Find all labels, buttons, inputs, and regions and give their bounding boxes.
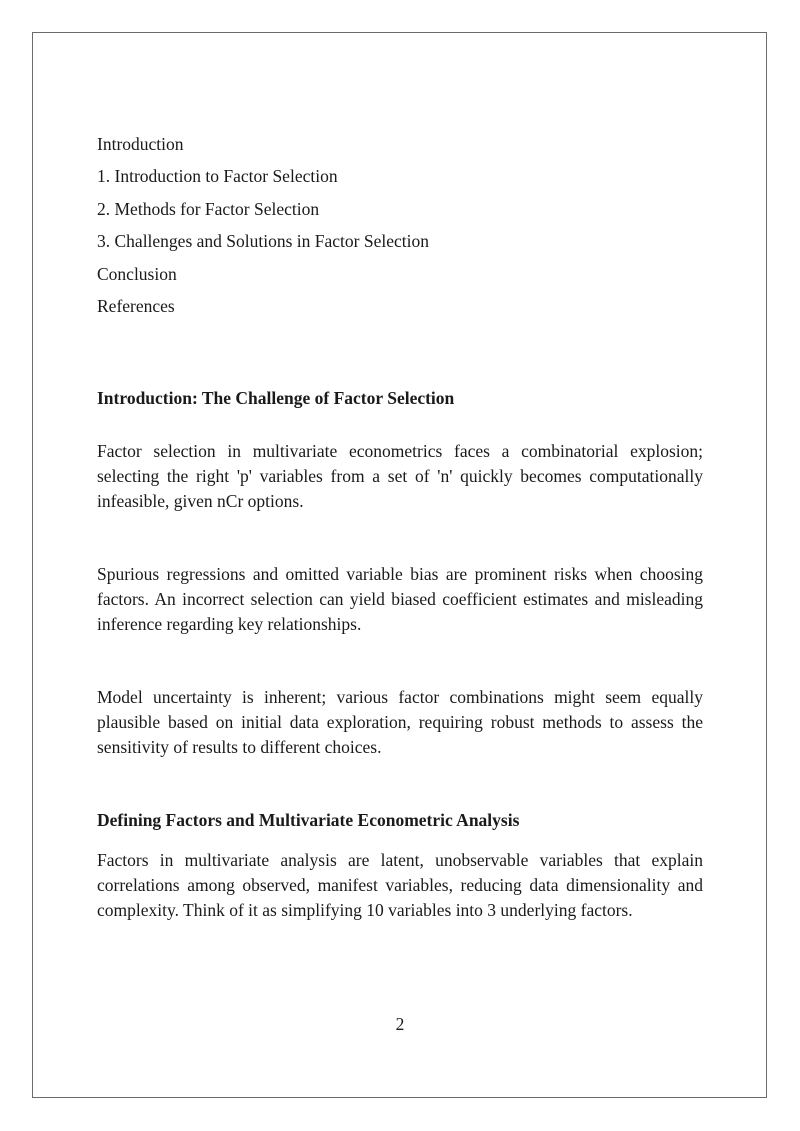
section-heading-introduction: Introduction: The Challenge of Factor Selection [97, 388, 455, 408]
toc-item-introduction: Introduction [97, 134, 184, 154]
toc-item-conclusion: Conclusion [97, 263, 177, 284]
toc-item-section-1: 1. Introduction to Factor Selection [97, 166, 338, 187]
toc-item-section-2: 2. Methods for Factor Selection [97, 198, 320, 219]
toc-item-section-3: 3. Challenges and Solutions in Factor Selection [97, 231, 429, 252]
paragraph-intro-2: Spurious regressions and omitted variable bias are prominent risks when choosing factors. An incorrect selection can yield biased coefficient estimates and misleading inference regarding key relationships. [97, 564, 703, 634]
table-of-contents [97, 128, 703, 322]
paragraph-intro-3: Model uncertainty is inherent; various factor combinations might seem equally plausible based on initial data exploration, requiring robust methods to assess the sensitivity of results to different choices. [97, 687, 703, 757]
paragraph-defining-1: Factors in multivariate analysis are latent, unobservable variables that explain correlations among observed, manifest variables, reducing data dimensionality and complexity. Think of it as simplifying 10 variables into 3 underlying factors. [97, 850, 703, 920]
section-heading-defining-factors: Defining Factors and Multivariate Econometric Analysis [97, 810, 520, 830]
toc-item-references: References [97, 296, 175, 317]
paragraph-intro-1: Factor selection in multivariate econometrics faces a combinatorial explosion; selecting the right 'p' variables from a set of 'n' quickly becomes computationally infeasible, given nCr options. [97, 441, 703, 511]
page-number: 2 [395, 1014, 405, 1034]
